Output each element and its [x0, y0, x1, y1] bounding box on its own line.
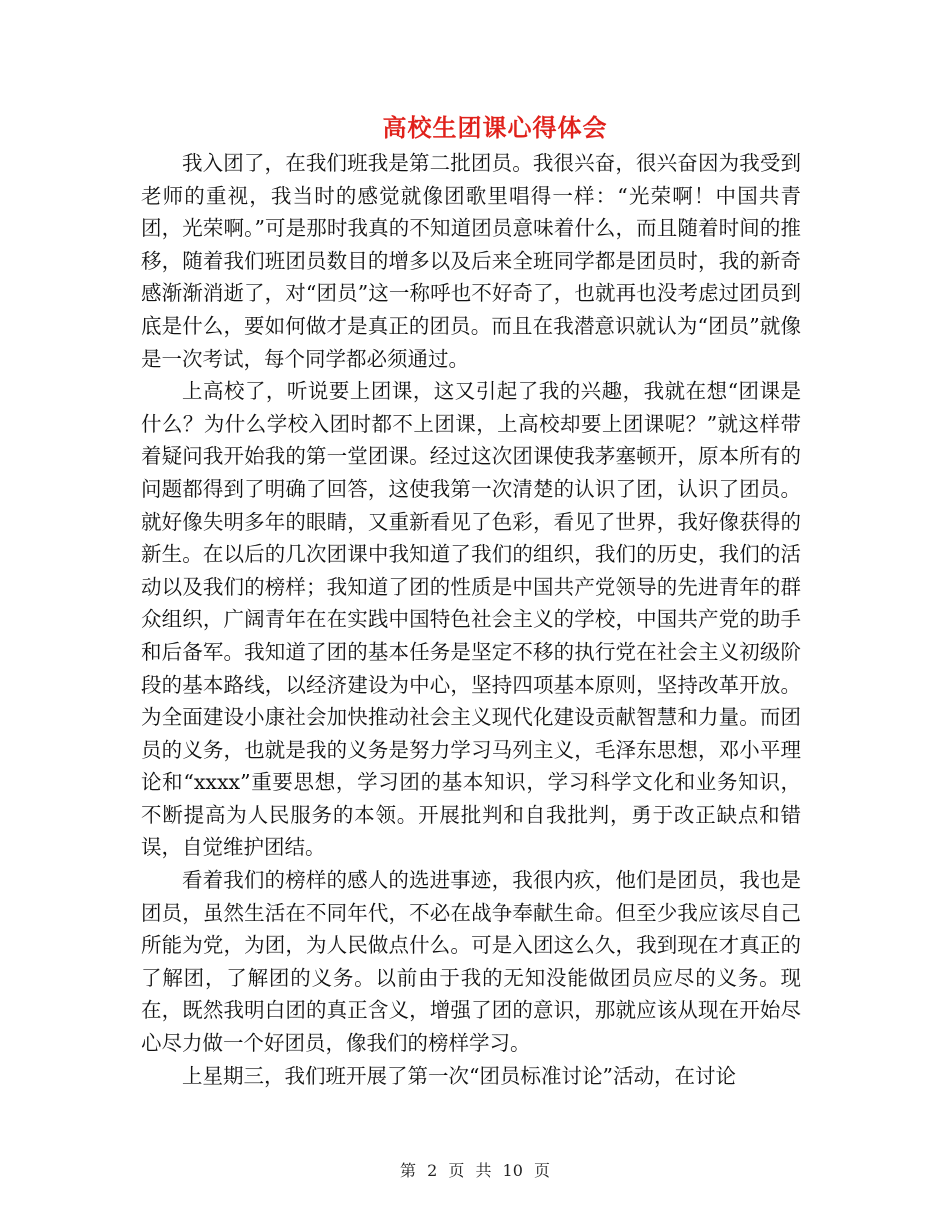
paragraph: 上星期三，我们班开展了第一次“团员标准讨论”活动，在讨论: [182, 1063, 736, 1088]
document-body: [141, 147, 801, 1092]
document-title: 高校生团课心得体会: [382, 114, 608, 142]
page-number-footer: 第 2 页 共 10 页: [400, 1161, 550, 1180]
paragraph: 上高校了，听说要上团课，这又引起了我的兴趣，我就在想“团课是什么？为什么学校入团时都不上团课，上高校却要上团课呢？”就这样带着疑问我开始我的第一堂团课。经过这次团课使我茅塞顿开，原本所有的问题都得到了明确了回答，这使我第一次清楚的认识了团，认识了团员。就好像失明多年的眼睛，又重新看见了色彩，看见了世界，我好像获得的新生。在以后的几次团课中我知道了我们的组织，我们的历史，我们的活动以及我们的榜样；我知道了团的性质是中国共产党领导的先进青年的群众组织，广阔青年在在实践中国特色社会主义的学校，中国共产党的助手和后备军。我知道了团的基本任务是坚定不移的执行党在社会主义初级阶段的基本路线，以经济建设为中心，坚持四项基本原则，坚持改革开放。为全面建设小康社会加快推动社会主义现代化建设贡献智慧和力量。而团员的义务，也就是我的义务是努力学习马列主义，毛泽东思想，邓小平理论和“xxxx”重要思想，学习团的基本知识，学习科学文化和业务知识，不断提高为人民服务的本领。开展批判和自我批判，勇于改正缺点和错误，自觉维护团结。: [141, 379, 801, 860]
paragraph: 看着我们的榜样的感人的选进事迹，我很内疚，他们是团员，我也是团员，虽然生活在不同年代，不必在战争奉献生命。但至少我应该尽自己所能为党，为团，为人民做点什么。可是入团这么久，我到现在才真正的了解团，了解团的义务。以前由于我的无知没能做团员应尽的义务。现在，既然我明白团的真正含义，增强了团的意识，那就应该从现在开始尽心尽力做一个好团员，像我们的榜样学习。: [141, 868, 801, 1056]
paragraph: 我入团了，在我们班我是第二批团员。我很兴奋，很兴奋因为我受到老师的重视，我当时的感觉就像团歌里唱得一样：“光荣啊！中国共青团，光荣啊。”可是那时我真的不知道团员意味着什么，而且随着时间的推移，随着我们班团员数目的增多以及后来全班同学都是团员时，我的新奇感渐渐消逝了，对“团员”这一称呼也不好奇了，也就再也没考虑过团员到底是什么，要如何做才是真正的团员。而且在我潜意识就认为“团员”就像是一次考试，每个同学都必须通过。: [141, 151, 801, 371]
